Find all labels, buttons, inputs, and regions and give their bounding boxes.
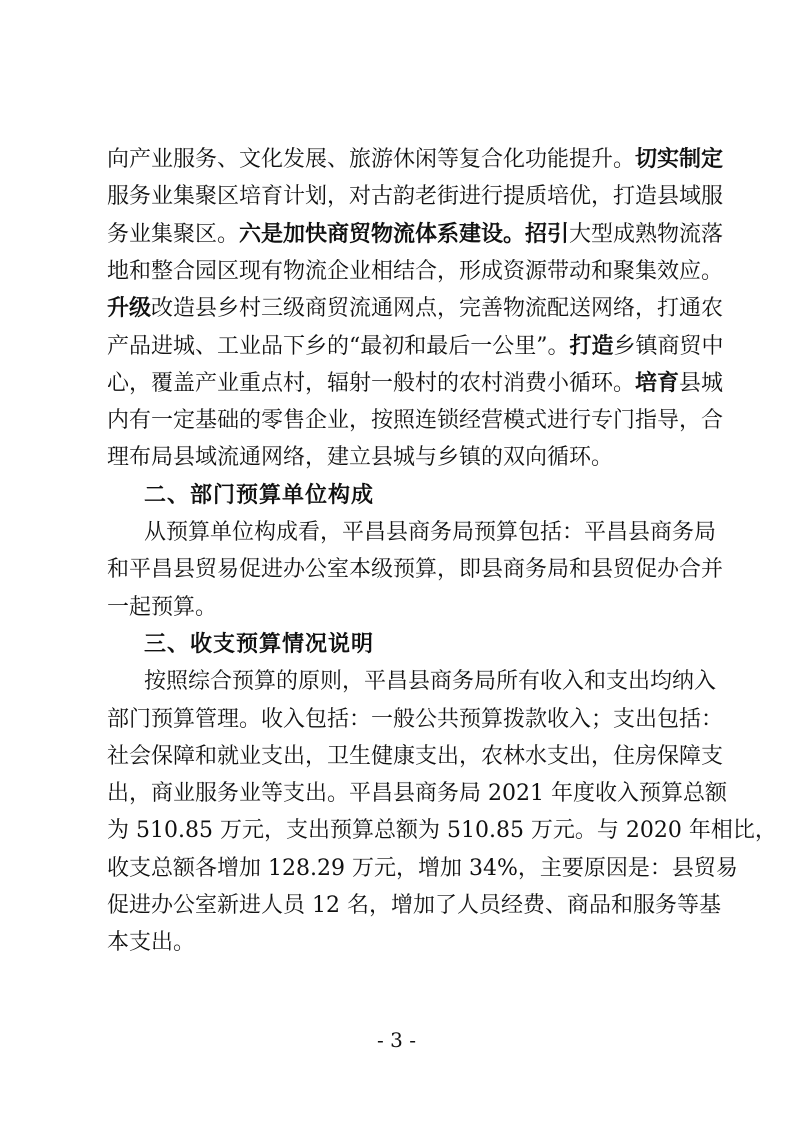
text-line	[107, 705, 724, 735]
text-line	[107, 332, 724, 362]
text: 出，商业服务业等支出。平昌县商务局 2021 年度收入预算总额	[107, 781, 727, 807]
text: 一起预算。	[107, 594, 218, 620]
bold-text: 切实制定	[635, 147, 724, 172]
text-line	[144, 518, 717, 548]
text: 三、收支预算情况说明	[144, 631, 375, 657]
text-line	[107, 891, 721, 921]
text-line	[107, 443, 693, 473]
text: 心，覆盖产业重点村，辐射一般村的农村消费小循环。	[107, 370, 636, 396]
text: 部门预算管理。收入包括：一般公共预算拨款收入；支出包括：	[107, 706, 724, 732]
section-heading	[144, 630, 693, 660]
text: 大型成熟物流落	[569, 221, 724, 247]
text: 和平昌县贸易促进办公室本级预算，即县商务局和县贸促办合并	[107, 557, 724, 583]
bold-text: 升级	[107, 296, 152, 322]
text: 社会保障和就业支出，卫生健康支出，农林水支出，住房保障支	[107, 743, 724, 769]
text: 地和整合园区现有物流企业相结合，形成资源带动和聚集效应。	[107, 258, 724, 284]
text-line	[107, 406, 724, 436]
text: 促进办公室新进人员 12 名，增加了人员经费、商品和服务等基	[107, 893, 721, 918]
text: 服务业集聚区培育计划，对古韵老街进行提质培优，打造县域服	[107, 184, 724, 210]
bold-text: 六是加快商贸物流体系建设。招引	[239, 221, 570, 247]
text: 从预算单位构成看，平昌县商务局预算包括：平昌县商务局	[144, 520, 717, 545]
text-line	[107, 145, 724, 175]
text: 收支总额各增加 128.29 万元，增加 34%，主要原因是：县贸易	[107, 855, 738, 881]
text: 为 510.85 万元，支出预算总额为 510.85 万元。与 2020 年相比，	[107, 818, 777, 844]
text: 改造县乡村三级商贸流通网点，完善物流配送网络，打通农	[151, 296, 724, 322]
section-heading	[144, 481, 693, 511]
text-line	[107, 220, 724, 250]
text-line	[107, 928, 693, 958]
text-line	[107, 593, 693, 623]
text: 务业集聚区。	[107, 221, 240, 247]
text-line	[107, 742, 724, 772]
text: 乡镇商贸中	[613, 333, 724, 359]
text-line	[107, 182, 724, 212]
text: 内有一定基础的零售企业，按照连锁经营模式进行专门指导，合	[107, 408, 724, 434]
text: 二、部门预算单位构成	[144, 482, 375, 508]
text: 理布局县域流通网络，建立县城与乡镇的双向循环。	[107, 445, 614, 471]
text-line	[107, 294, 724, 324]
text: 按照综合预算的原则，平昌县商务局所有收入和支出均纳入	[144, 669, 717, 695]
text: 县城	[679, 370, 724, 396]
text-line	[107, 854, 738, 884]
text-line	[107, 779, 727, 809]
text: 向产业服务、文化发展、旅游休闲等复合化功能提升。	[107, 147, 636, 172]
bold-text: 打造	[569, 333, 614, 359]
text: 本支出。	[107, 930, 196, 956]
text: 产品进城、工业品下乡的“最初和最后一公里”。	[107, 333, 570, 359]
text-line	[107, 816, 777, 846]
text-line	[107, 555, 724, 585]
bold-text: 培育	[635, 370, 680, 396]
text-line	[144, 667, 717, 697]
text-line	[107, 369, 724, 399]
text-line	[107, 257, 724, 287]
page-number: - 3 -	[377, 1028, 416, 1052]
